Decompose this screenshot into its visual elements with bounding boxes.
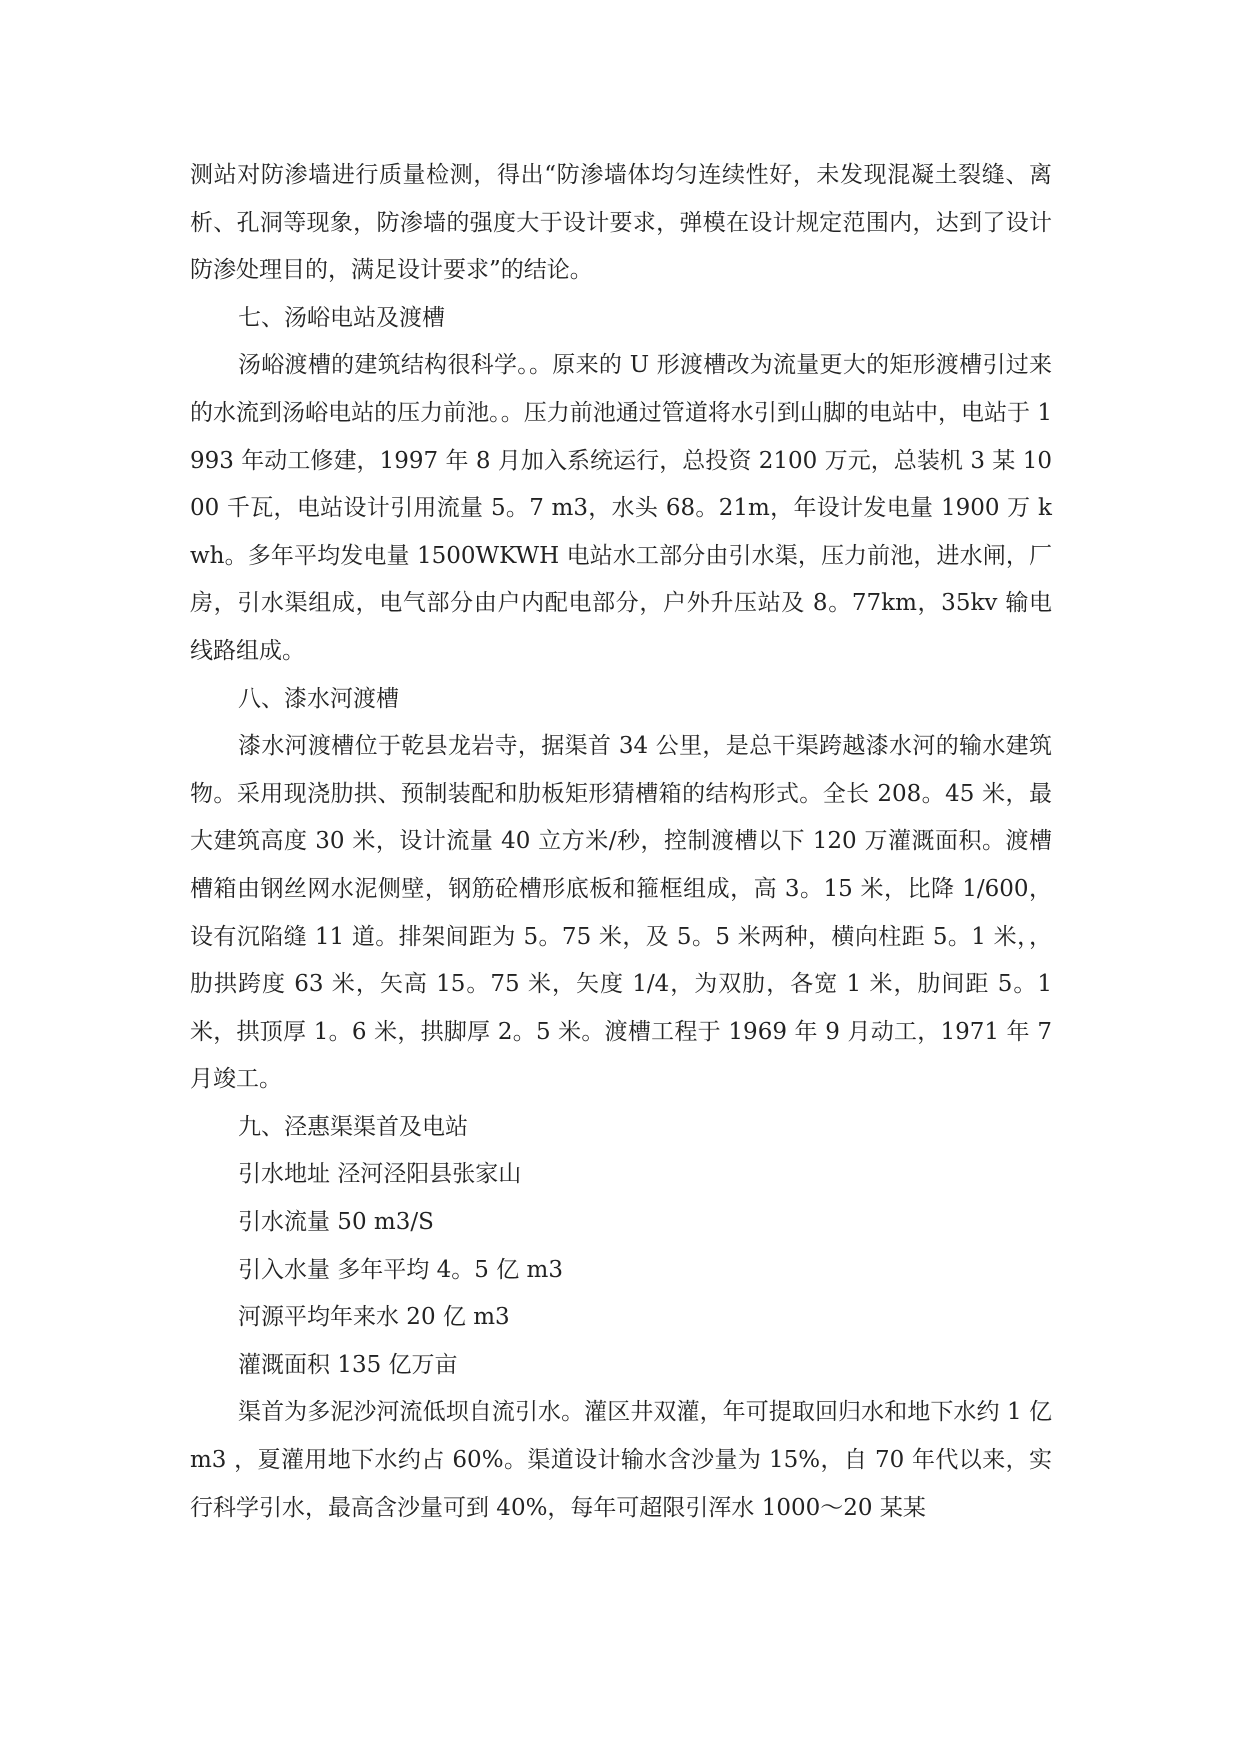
section-heading-qishui-aqueduct: 八、漆水河渡槽	[238, 685, 399, 712]
item-intake-location: 引水地址 泾河泾阳县张家山	[238, 1161, 522, 1188]
section-heading-jinghui-canal: 九、泾惠渠渠首及电站	[238, 1113, 468, 1140]
section-heading-tangyu-station: 七、汤峪电站及渡槽	[238, 304, 445, 331]
paragraph-canal-head-sediment: 渠首为多泥沙河流低坝自流引水。灌区井双灌，年可提取回归水和地下水约 1 亿 m3 ，夏灌用地下水约占 60%。渠道设计输水含沙量为 15%，自 70 年代以来，实行科学引水，最高含沙量可到 40%，每年可超限引浑水 1000～20 某某	[190, 1399, 1052, 1521]
paragraph-tangyu-aqueduct: 汤峪渡槽的建筑结构很科学。。原来的 U 形渡槽改为流量更大的矩形渡槽引过来的水流到汤峪电站的压力前池。。压力前池通过管道将水引到山脚的电站中，电站于 1993 年动工修建，1997 年 8 月加入系统运行，总投资 2100 万元，总装机 3 某 1000 千瓦，电站设计引用流量 5。7 m3，水头 68。21m，年设计发电量 1900 万 kwh。多年平均发电量 1500WKWH 电站水工部分由引水渠，压力前池，进水闸，厂房，引水渠组成，电气部分由户内配电部分，户外升压站及 8。77km，35kv 输电线路组成。	[190, 352, 1052, 664]
paragraph-seepage-wall-conclusion: 测站对防渗墙进行质量检测，得出“防渗墙体均匀连续性好，未发现混凝土裂缝、离析、孔洞等现象，防渗墙的强度大于设计要求，弹模在设计规定范围内，达到了设计防渗处理目的，满足设计要求”的结论。	[190, 162, 1052, 284]
item-irrigation-area: 灌溉面积 135 亿万亩	[238, 1351, 458, 1378]
document-body	[190, 152, 1052, 1532]
item-intake-flow: 引水流量 50 m3/S	[238, 1209, 434, 1236]
item-intake-volume: 引入水量 多年平均 4。5 亿 m3	[238, 1256, 563, 1283]
item-river-annual-inflow: 河源平均年来水 20 亿 m3	[238, 1304, 510, 1331]
paragraph-qishui-aqueduct: 漆水河渡槽位于乾县龙岩寺，据渠首 34 公里，是总干渠跨越漆水河的输水建筑物。采用现浇肋拱、预制装配和肋板矩形猜槽箱的结构形式。全长 208。45 米，最大建筑高度 30 米，设计流量 40 立方米/秒，控制渡槽以下 120 万灌溉面积。渡槽槽箱由钢丝网水泥侧壁，钢筋砼槽形底板和箍框组成，高 3。15 米，比降 1/600，设有沉陷缝 11 道。排架间距为 5。75 米，及 5。5 米两种，横向柱距 5。1 米，，肋拱跨度 63 米，矢高 15。75 米，矢度 1/4，为双肋，各宽 1 米，肋间距 5。1 米，拱顶厚 1。6 米，拱脚厚 2。5 米。渡槽工程于 1969 年 9 月动工，1971 年 7 月竣工。	[190, 733, 1052, 1093]
